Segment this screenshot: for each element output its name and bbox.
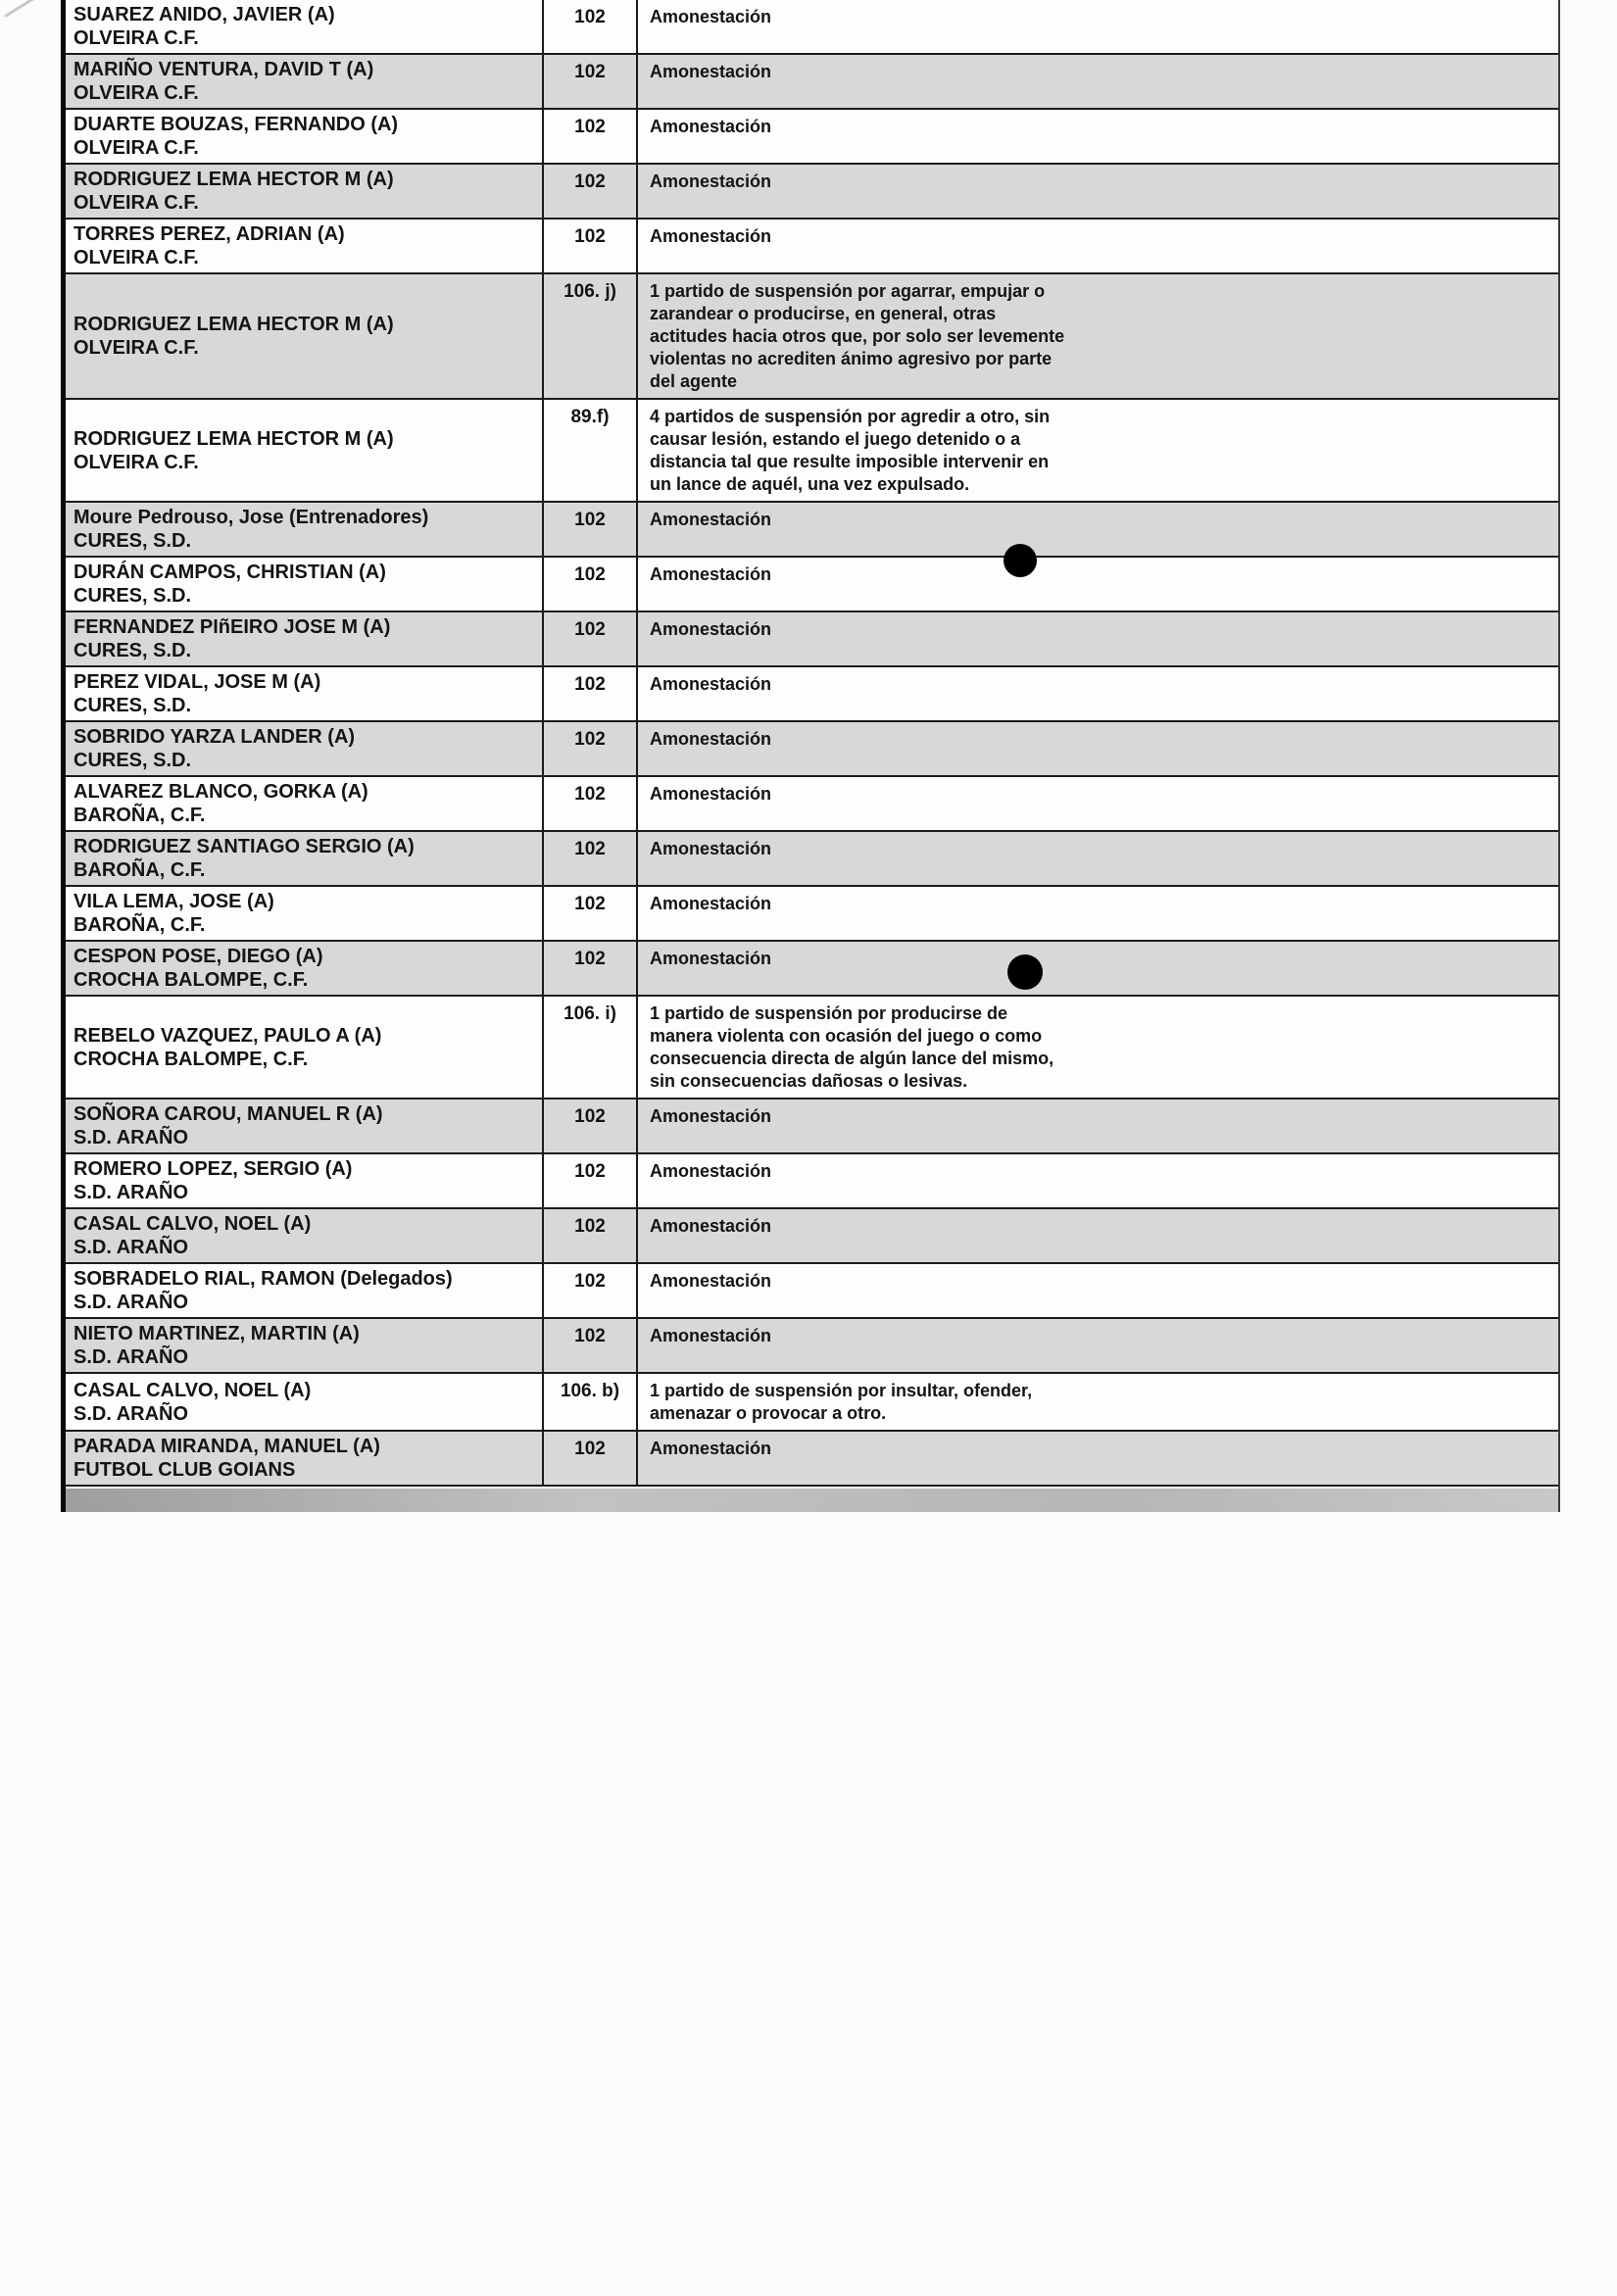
player-cell xyxy=(66,667,544,720)
article-cell: 106. b) xyxy=(544,1374,638,1430)
sanction-cell xyxy=(638,0,1558,53)
player-cell xyxy=(66,1209,544,1262)
sanction-cell xyxy=(638,1264,1558,1317)
table-row xyxy=(66,1374,1558,1432)
sanction-cell xyxy=(638,165,1558,218)
table-row xyxy=(66,400,1558,503)
player-name: RODRIGUEZ SANTIAGO SERGIO (A) xyxy=(74,836,415,857)
sanction-cell xyxy=(638,400,1558,501)
table-row xyxy=(66,55,1558,110)
sanction-text: Amonestación xyxy=(650,564,772,584)
club-name: S.D. ARAÑO xyxy=(74,1292,189,1313)
club-name: BAROÑA, C.F. xyxy=(74,859,206,881)
article-cell: 102 xyxy=(544,558,638,611)
sanction-cell xyxy=(638,887,1558,940)
table-row xyxy=(66,1209,1558,1264)
sanction-cell xyxy=(638,612,1558,665)
player-name: CASAL CALVO, NOEL (A) xyxy=(74,1379,312,1401)
player-name: ALVAREZ BLANCO, GORKA (A) xyxy=(74,781,368,803)
table-row xyxy=(66,274,1558,400)
article-cell: 102 xyxy=(544,887,638,940)
sanction-text: Amonestación xyxy=(650,1326,772,1345)
player-cell xyxy=(66,1099,544,1152)
sanction-text: Amonestación xyxy=(650,62,772,81)
table-row xyxy=(66,1319,1558,1374)
player-cell xyxy=(66,110,544,163)
player-name: SUAREZ ANIDO, JAVIER (A) xyxy=(74,4,335,25)
player-cell xyxy=(66,997,544,1098)
club-name: CURES, S.D. xyxy=(74,695,192,716)
player-cell xyxy=(66,887,544,940)
sanction-cell xyxy=(638,777,1558,830)
player-name: SOÑORA CAROU, MANUEL R (A) xyxy=(74,1103,383,1125)
club-name: CROCHA BALOMPE, C.F. xyxy=(74,1048,309,1070)
sanction-text: Amonestación xyxy=(650,510,772,529)
article-cell: 102 xyxy=(544,1209,638,1262)
table-row xyxy=(66,667,1558,722)
player-name: FERNANDEZ PIñEIRO JOSE M (A) xyxy=(74,616,391,638)
sanction-text: Amonestación xyxy=(650,1216,772,1236)
article-cell: 106. i) xyxy=(544,997,638,1098)
player-name: SOBRIDO YARZA LANDER (A) xyxy=(74,726,356,748)
player-name: DURÁN CAMPOS, CHRISTIAN (A) xyxy=(74,562,386,583)
sanction-cell xyxy=(638,110,1558,163)
player-cell xyxy=(66,503,544,556)
player-name: PARADA MIRANDA, MANUEL (A) xyxy=(74,1436,380,1457)
player-name: NIETO MARTINEZ, MARTIN (A) xyxy=(74,1323,360,1344)
sanction-text: 1 partido de suspensión por producirse de manera violenta con ocasión del juego o como consecuencia directa de algún lance del mismo, sin consecuencias dañosas o lesivas. xyxy=(650,1003,1054,1091)
player-cell xyxy=(66,0,544,53)
article-cell: 102 xyxy=(544,942,638,995)
player-cell xyxy=(66,1264,544,1317)
table-row xyxy=(66,887,1558,942)
sanction-text: Amonestación xyxy=(650,894,772,913)
player-cell xyxy=(66,220,544,272)
player-cell xyxy=(66,777,544,830)
player-name: RODRIGUEZ LEMA HECTOR M (A) xyxy=(74,314,394,335)
sanction-text: Amonestación xyxy=(650,784,772,804)
sanction-cell xyxy=(638,667,1558,720)
sanction-cell xyxy=(638,220,1558,272)
article-cell: 102 xyxy=(544,1264,638,1317)
article-cell: 102 xyxy=(544,1099,638,1152)
club-name: CROCHA BALOMPE, C.F. xyxy=(74,969,309,991)
sanction-text: Amonestación xyxy=(650,1439,772,1458)
club-name: CURES, S.D. xyxy=(74,530,192,552)
ink-blot-artifact xyxy=(1004,544,1037,577)
sanction-cell xyxy=(638,274,1558,398)
article-cell: 102 xyxy=(544,110,638,163)
player-name: RODRIGUEZ LEMA HECTOR M (A) xyxy=(74,427,394,450)
sanction-text: Amonestación xyxy=(650,1106,772,1126)
table-row xyxy=(66,612,1558,667)
club-name: OLVEIRA C.F. xyxy=(74,337,199,359)
table-row xyxy=(66,503,1558,558)
sanction-cell xyxy=(638,503,1558,556)
player-name: VILA LEMA, JOSE (A) xyxy=(74,891,274,912)
club-name: OLVEIRA C.F. xyxy=(74,137,199,159)
player-name: ROMERO LOPEZ, SERGIO (A) xyxy=(74,1158,353,1180)
table-footer-band xyxy=(66,1489,1558,1512)
club-name: OLVEIRA C.F. xyxy=(74,27,199,49)
table-row xyxy=(66,722,1558,777)
player-cell xyxy=(66,558,544,611)
sanction-cell xyxy=(638,1099,1558,1152)
club-name: OLVEIRA C.F. xyxy=(74,247,199,269)
scan-smudge-artifact xyxy=(4,0,40,18)
club-name: S.D. ARAÑO xyxy=(74,1182,189,1203)
sanction-text: Amonestación xyxy=(650,839,772,858)
sanction-cell xyxy=(638,1374,1558,1430)
article-cell: 102 xyxy=(544,503,638,556)
sanction-text: Amonestación xyxy=(650,674,772,694)
article-cell: 106. j) xyxy=(544,274,638,398)
article-cell: 102 xyxy=(544,832,638,885)
table-row xyxy=(66,1432,1558,1487)
table-row xyxy=(66,997,1558,1099)
sanction-cell xyxy=(638,1432,1558,1485)
article-cell: 89.f) xyxy=(544,400,638,501)
sanction-text: Amonestación xyxy=(650,1161,772,1181)
club-name: BAROÑA, C.F. xyxy=(74,805,206,826)
player-name: SOBRADELO RIAL, RAMON (Delegados) xyxy=(74,1268,453,1290)
article-cell: 102 xyxy=(544,220,638,272)
player-name: TORRES PEREZ, ADRIAN (A) xyxy=(74,223,345,245)
player-cell xyxy=(66,1374,544,1430)
table-row xyxy=(66,110,1558,165)
table-row xyxy=(66,777,1558,832)
table-row xyxy=(66,0,1558,55)
player-name: CASAL CALVO, NOEL (A) xyxy=(74,1213,312,1235)
table-row xyxy=(66,1099,1558,1154)
article-cell: 102 xyxy=(544,1432,638,1485)
sanction-cell xyxy=(638,942,1558,995)
table-row xyxy=(66,220,1558,274)
club-name: CURES, S.D. xyxy=(74,640,192,661)
player-cell xyxy=(66,1154,544,1207)
player-cell xyxy=(66,55,544,108)
player-cell xyxy=(66,832,544,885)
sanction-cell xyxy=(638,558,1558,611)
club-name: FUTBOL CLUB GOIANS xyxy=(74,1459,296,1481)
sanction-text: Amonestación xyxy=(650,1271,772,1291)
sanction-cell xyxy=(638,1209,1558,1262)
article-cell: 102 xyxy=(544,777,638,830)
table-row xyxy=(66,165,1558,220)
player-cell xyxy=(66,165,544,218)
player-name: PEREZ VIDAL, JOSE M (A) xyxy=(74,671,321,693)
club-name: CURES, S.D. xyxy=(74,585,192,607)
sanctions-table xyxy=(61,0,1560,1512)
club-name: OLVEIRA C.F. xyxy=(74,451,199,473)
article-cell: 102 xyxy=(544,1154,638,1207)
sanction-cell xyxy=(638,1319,1558,1372)
player-cell xyxy=(66,274,544,398)
player-name: CESPON POSE, DIEGO (A) xyxy=(74,946,323,967)
sanction-text: 4 partidos de suspensión por agredir a otro, sin causar lesión, estando el juego detenido o a distancia tal que resulte imposible intervenir en un lance de aquél, una vez expulsado. xyxy=(650,407,1051,494)
player-cell xyxy=(66,942,544,995)
player-name: RODRIGUEZ LEMA HECTOR M (A) xyxy=(74,169,394,190)
article-cell: 102 xyxy=(544,667,638,720)
sanction-text: Amonestación xyxy=(650,226,772,246)
club-name: S.D. ARAÑO xyxy=(74,1346,189,1368)
sanction-text: Amonestación xyxy=(650,7,772,26)
club-name: OLVEIRA C.F. xyxy=(74,192,199,214)
sanction-text: Amonestación xyxy=(650,729,772,749)
sanction-cell xyxy=(638,1154,1558,1207)
club-name: BAROÑA, C.F. xyxy=(74,914,206,936)
club-name: OLVEIRA C.F. xyxy=(74,82,199,104)
sanction-cell xyxy=(638,832,1558,885)
club-name: S.D. ARAÑO xyxy=(74,1237,189,1258)
player-name: MARIÑO VENTURA, DAVID T (A) xyxy=(74,59,374,80)
player-name: DUARTE BOUZAS, FERNANDO (A) xyxy=(74,114,399,135)
article-cell: 102 xyxy=(544,0,638,53)
article-cell: 102 xyxy=(544,55,638,108)
sanction-text: 1 partido de suspensión por insultar, ofender, amenazar o provocar a otro. xyxy=(650,1381,1033,1423)
player-cell xyxy=(66,722,544,775)
player-name: Moure Pedrouso, Jose (Entrenadores) xyxy=(74,507,429,528)
sanction-text: 1 partido de suspensión por agarrar, empujar o zarandear o producirse, en general, otras actitudes hacia otros que, por solo ser levemente violentas no acrediten ánimo agresivo por parte del agente xyxy=(650,281,1065,391)
player-cell xyxy=(66,1432,544,1485)
player-name: REBELO VAZQUEZ, PAULO A (A) xyxy=(74,1024,382,1047)
article-cell: 102 xyxy=(544,1319,638,1372)
player-cell xyxy=(66,612,544,665)
table-row xyxy=(66,1264,1558,1319)
ink-blot-artifact xyxy=(1007,954,1043,990)
sanction-text: Amonestación xyxy=(650,949,772,968)
sanction-cell xyxy=(638,55,1558,108)
player-cell xyxy=(66,400,544,501)
table-row xyxy=(66,1154,1558,1209)
article-cell: 102 xyxy=(544,165,638,218)
sanction-cell xyxy=(638,722,1558,775)
sanction-text: Amonestación xyxy=(650,117,772,136)
player-cell xyxy=(66,1319,544,1372)
table-row xyxy=(66,942,1558,997)
club-name: S.D. ARAÑO xyxy=(74,1402,189,1425)
table-row xyxy=(66,832,1558,887)
article-cell: 102 xyxy=(544,612,638,665)
sanction-text: Amonestación xyxy=(650,171,772,191)
table-row xyxy=(66,558,1558,612)
sanction-cell xyxy=(638,997,1558,1098)
sanction-text: Amonestación xyxy=(650,619,772,639)
club-name: CURES, S.D. xyxy=(74,750,192,771)
club-name: S.D. ARAÑO xyxy=(74,1127,189,1148)
article-cell: 102 xyxy=(544,722,638,775)
